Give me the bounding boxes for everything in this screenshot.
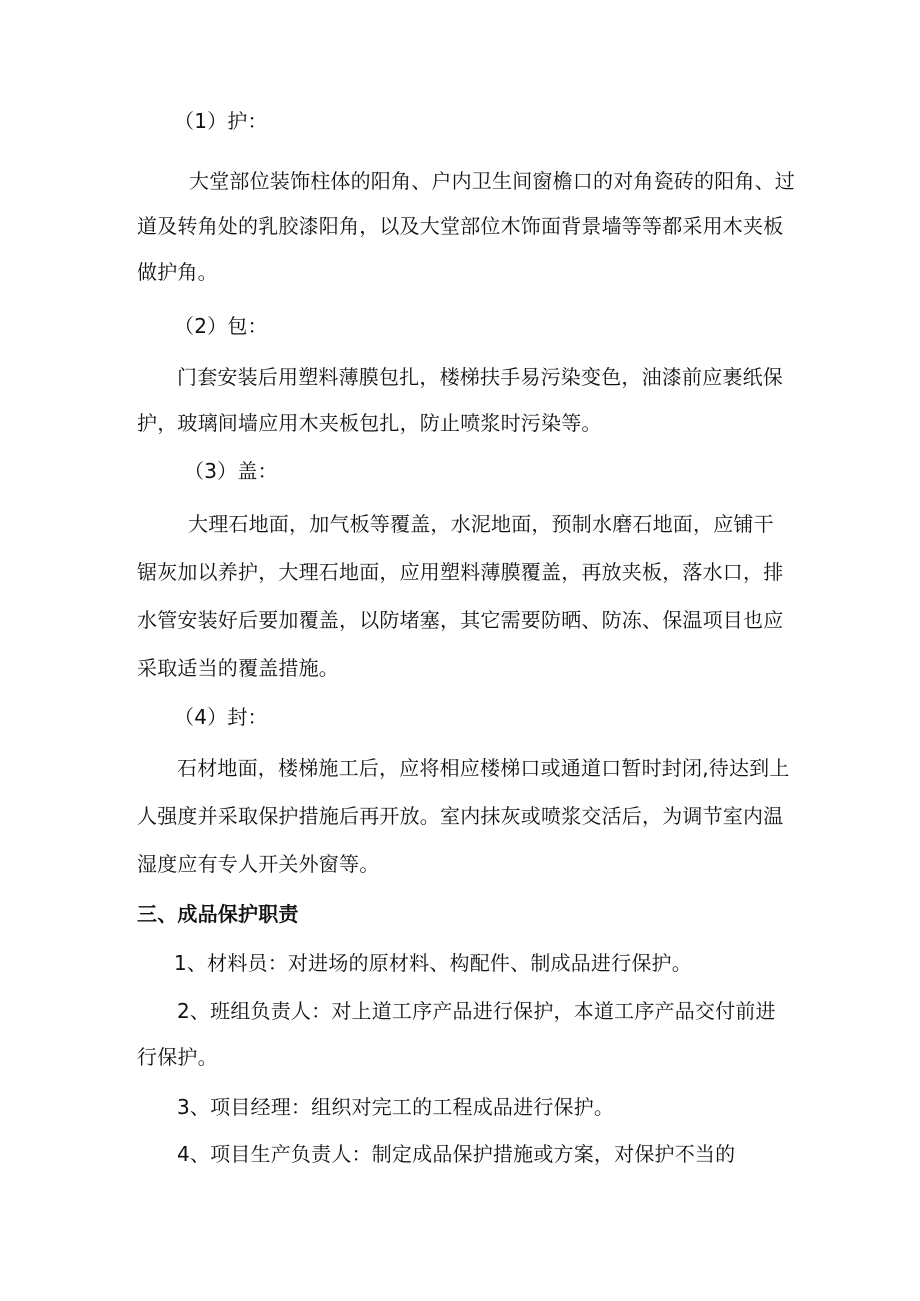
- paragraph-line: 门套安装后用塑料薄膜包扎，楼梯扶手易污染变色，油漆前应裹纸保: [177, 365, 783, 389]
- paragraph-line: 采取适当的覆盖措施。: [137, 656, 339, 680]
- duty-item: 4、项目生产负责人：制定成品保护措施或方案，对保护不当的: [177, 1142, 736, 1166]
- paragraph-line: 锯灰加以养护，大理石地面，应用塑料薄膜覆盖，再放夹板，落水口，排: [137, 560, 784, 584]
- paragraph-line: 道及转角处的乳胶漆阳角，以及大堂部位木饰面背景墙等等都采用木夹板: [137, 214, 784, 238]
- paragraph-line: 人强度并采取保护措施后再开放。室内抹灰或喷浆交活后，为调节室内温: [137, 804, 784, 828]
- paragraph-line: 做护角。: [137, 260, 218, 284]
- paragraph-line: 湿度应有专人开关外窗等。: [137, 852, 380, 876]
- subheading-cover: （3）盖：: [184, 459, 278, 483]
- duty-item: 1、材料员：对进场的原材料、构配件、制成品进行保护。: [174, 951, 692, 975]
- paragraph-line: 大理石地面，加气板等覆盖，水泥地面，预制水磨石地面，应铺干: [188, 512, 774, 536]
- duty-item-continuation: 行保护。: [137, 1045, 218, 1069]
- subheading-seal: （4）封：: [174, 705, 268, 729]
- section-heading: 三、成品保护职责: [137, 902, 299, 926]
- duty-item: 2、班组负责人：对上道工序产品进行保护，本道工序产品交付前进: [177, 999, 776, 1023]
- paragraph-line: 护，玻璃间墙应用木夹板包扎，防止喷浆时污染等。: [137, 411, 602, 435]
- paragraph-line: 大堂部位装饰柱体的阳角、户内卫生间窗檐口的对角瓷砖的阳角、过: [189, 169, 795, 193]
- subheading-wrap: （2）包：: [174, 314, 268, 338]
- subheading-protect: （1）护：: [174, 109, 268, 133]
- paragraph-line: 石材地面，楼梯施工后，应将相应楼梯口或通道口暂时封闭,待达到上: [177, 756, 790, 780]
- paragraph-line: 水管安装好后要加覆盖，以防堵塞，其它需要防晒、防冻、保温项目也应: [137, 608, 784, 632]
- duty-item: 3、项目经理：组织对完工的工程成品进行保护。: [177, 1095, 615, 1119]
